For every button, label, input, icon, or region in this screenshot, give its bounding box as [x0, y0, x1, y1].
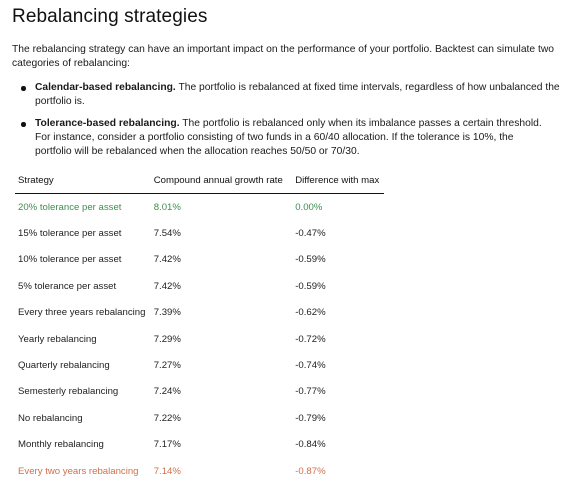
cell-strategy: Monthly rebalancing	[18, 439, 104, 451]
table-row	[15, 352, 384, 378]
table-row	[15, 458, 384, 484]
table-row	[15, 300, 384, 326]
cell-difference: -0.87%	[295, 465, 326, 477]
cell-cagr: 7.24%	[153, 386, 181, 398]
table-row	[15, 247, 384, 273]
table-header-row	[15, 167, 384, 194]
cell-difference: -0.79%	[295, 412, 326, 424]
cell-cagr: 7.17%	[153, 439, 181, 451]
bullet-text: The portfolio is rebalanced only when its imbalance passes a certain threshold.	[179, 118, 542, 129]
cell-strategy: Every three years rebalancing	[18, 307, 146, 319]
cell-cagr: 7.39%	[153, 307, 181, 319]
cell-cagr: 7.54%	[153, 228, 181, 240]
cell-difference: -0.59%	[295, 280, 326, 292]
cell-difference: -0.62%	[295, 307, 326, 319]
cell-cagr: 7.27%	[153, 360, 181, 372]
cell-difference: -0.84%	[295, 439, 326, 451]
header-cagr: Compound annual growth rate	[151, 167, 293, 194]
table-row	[15, 379, 384, 405]
cell-strategy: 20% tolerance per asset	[18, 201, 122, 213]
cell-difference: -0.59%	[295, 254, 326, 266]
cell-strategy: No rebalancing	[18, 412, 83, 424]
cell-strategy: 5% tolerance per asset	[18, 280, 117, 292]
table-row	[15, 405, 384, 431]
cell-strategy: 10% tolerance per asset	[18, 254, 122, 266]
bullet-text: The portfolio is rebalanced at fixed time intervals, regardless of how unbalanced the portfolio is.	[35, 82, 560, 107]
bullet-term: Tolerance-based rebalancing.	[35, 118, 180, 129]
cell-cagr: 7.29%	[153, 333, 181, 345]
cell-strategy: Every two years rebalancing	[18, 465, 139, 477]
header-strategy: Strategy	[15, 167, 151, 194]
cell-difference: 0.00%	[295, 201, 323, 213]
header-difference: Difference with max	[292, 167, 384, 194]
cell-cagr: 8.01%	[153, 201, 181, 213]
cell-strategy: 15% tolerance per asset	[18, 228, 122, 240]
table-row	[15, 220, 384, 246]
cell-strategy: Semesterly rebalancing	[18, 386, 119, 398]
table-row	[15, 194, 384, 221]
cell-difference: -0.74%	[295, 360, 326, 372]
cell-cagr: 7.14%	[153, 465, 181, 477]
table-row	[15, 273, 384, 299]
cell-difference: -0.72%	[295, 333, 326, 345]
table-row	[15, 432, 384, 458]
bullet-example-text: For instance, consider a portfolio consisting of two funds in a 60/40 allocation. If the tolerance is 10%, the portfolio will be rebalanced when the allocation reaches 50/50 or 70/30.	[35, 132, 514, 157]
cell-cagr: 7.22%	[153, 412, 181, 424]
table-row	[15, 326, 384, 352]
bullet-tolerance-based	[35, 117, 567, 159]
cell-cagr: 7.42%	[153, 280, 181, 292]
cell-difference: -0.77%	[295, 386, 326, 398]
cell-strategy: Yearly rebalancing	[18, 333, 97, 345]
cell-cagr: 7.42%	[153, 254, 181, 266]
cell-difference: -0.47%	[295, 228, 326, 240]
rebalancing-results-table	[15, 167, 384, 484]
bullet-calendar-based	[35, 81, 567, 109]
intro-paragraph: The rebalancing strategy can have an important impact on the performance of your portfolio. Backtest can simulate two categories of rebalancing:	[12, 44, 555, 69]
cell-strategy: Quarterly rebalancing	[18, 360, 110, 372]
bullet-term: Calendar-based rebalancing.	[35, 82, 176, 93]
page-title: Rebalancing strategies	[12, 6, 208, 27]
rebalancing-categories-list	[12, 81, 567, 159]
